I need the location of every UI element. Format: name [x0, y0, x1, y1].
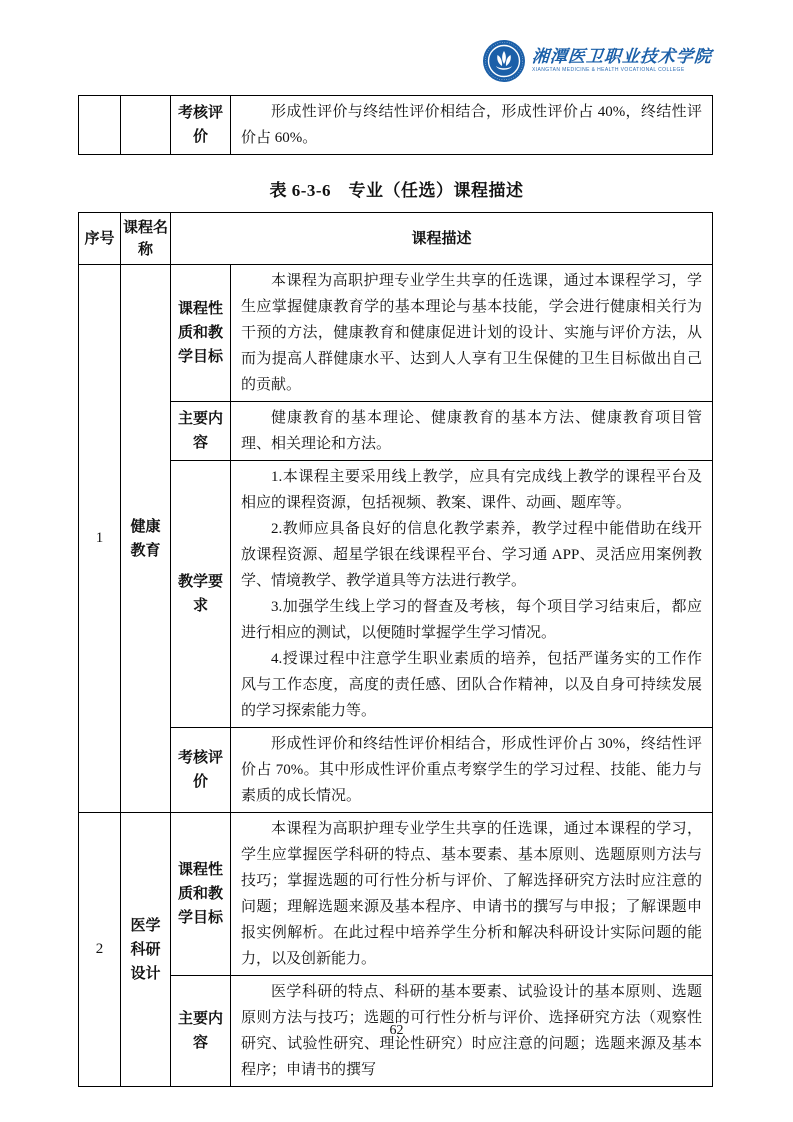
course-index: 1 — [79, 265, 121, 813]
college-name-cn: 湘潭医卫职业技术学院 — [531, 47, 713, 67]
section-content-text: 4.授课过程中注意学生职业素质的培养，包括严谨务实的工作作风与工作态度，高度的责任感、团队合作精神，以及自身可持续发展的学习探索能力等。 — [241, 651, 703, 719]
college-name-block — [532, 48, 712, 73]
header-description: 课程描述 — [171, 213, 713, 265]
section-content-text: 2.教师应具备良好的信息化教学素养，教学过程中能借助在线开放课程资源、超星学银在线课程平台、学习通 APP、灵活应用案例教学、情境教学、教学道具等方法进行教学。 — [241, 521, 703, 589]
section-content-cell — [231, 402, 713, 461]
section-label-cell: 教学要求 — [171, 461, 231, 728]
course-name: 健康教育 — [121, 265, 171, 813]
section-label-cell: 课程性质和教学目标 — [171, 265, 231, 402]
assessment-carryover-table — [78, 95, 713, 155]
section-content-cell — [231, 265, 713, 402]
table-row — [79, 461, 713, 728]
section-content-text: 3.加强学生线上学习的督查及考核，每个项目学习结束后，都应进行相应的测试，以便随时掌握学生学习情况。 — [241, 599, 703, 641]
course-name: 医学科研设计 — [121, 813, 171, 1087]
section-label-cell: 主要内容 — [171, 402, 231, 461]
course-description-table — [78, 212, 713, 1087]
section-content-text: 健康教育的基本理论、健康教育的基本方法、健康教育项目管理、相关理论和方法。 — [241, 410, 703, 452]
section-content-text: 1.本课程主要采用线上教学，应具有完成线上教学的课程平台及相应的课程资源，包括视频、教案、课件、动画、题库等。 — [241, 469, 703, 511]
college-header — [483, 40, 712, 82]
header-index: 序号 — [79, 213, 121, 265]
section-content-cell — [231, 728, 713, 813]
table-row — [79, 402, 713, 461]
table-row — [79, 265, 713, 402]
section-content-text: 形成性评价和终结性评价相结合，形成性评价占 30%，终结性评价占 70%。其中形成性评价重点考察学生的学习过程、技能、能力与素质的成长情况。 — [241, 736, 703, 804]
section-content-text: 形成性评价与终结性评价相结合，形成性评价占 40%，终结性评价占 60%。 — [241, 104, 702, 146]
section-content-text: 本课程为高职护理专业学生共享的任选课，通过本课程的学习，学生应掌握医学科研的特点、基本要素、基本原则、选题原则方法与技巧；掌握选题的可行性分析与评价、了解选择研究方法时应注意的问题；理解选题来源及基本程序、申请书的撰写与申报；了解课题申报实例解析。在此过程中培养学生分析和解决科研设计实际问题的能力，以及创新能力。 — [241, 821, 703, 967]
header-course-name: 课程名称 — [121, 213, 171, 265]
empty-name-cell — [121, 96, 171, 155]
section-content-cell — [231, 96, 713, 155]
section-content-cell — [231, 813, 713, 976]
section-label-cell: 课程性质和教学目标 — [171, 813, 231, 976]
section-content-text: 医学科研的特点、科研的基本要素、试验设计的基本原则、选题原则方法与技巧；选题的可行性分析与评价、选择研究方法（观察性研究、试验性研究、理论性研究）时应注意的问题；选题来源及基本程序；申请书的撰写 — [241, 984, 703, 1078]
table-header-row — [79, 213, 713, 265]
page-number: 62 — [389, 1023, 404, 1038]
table-row — [79, 813, 713, 976]
college-logo-icon — [483, 40, 525, 82]
course-index: 2 — [79, 813, 121, 1087]
table-row — [79, 96, 713, 155]
table-row — [79, 728, 713, 813]
section-content-text: 本课程为高职护理专业学生共享的任选课，通过本课程学习，学生应掌握健康教育学的基本理论与基本技能，学会进行健康相关行为干预的方法，健康教育和健康促进计划的设计、实施与评价方法，从而为提高人群健康水平、达到人人享有卫生保健的卫生目标做出自己的贡献。 — [241, 273, 703, 393]
college-name-en: XIANGTAN MEDICINE & HEALTH VOCATIONAL COLLEGE — [532, 67, 685, 74]
section-label-cell: 考核评价 — [171, 96, 231, 155]
section-label-cell: 考核评价 — [171, 728, 231, 813]
table-title: 表 6-3-6 专业（任选）课程描述 — [269, 181, 524, 200]
section-content-cell — [231, 461, 713, 728]
section-label-cell: 主要内容 — [171, 976, 231, 1087]
empty-index-cell — [79, 96, 121, 155]
